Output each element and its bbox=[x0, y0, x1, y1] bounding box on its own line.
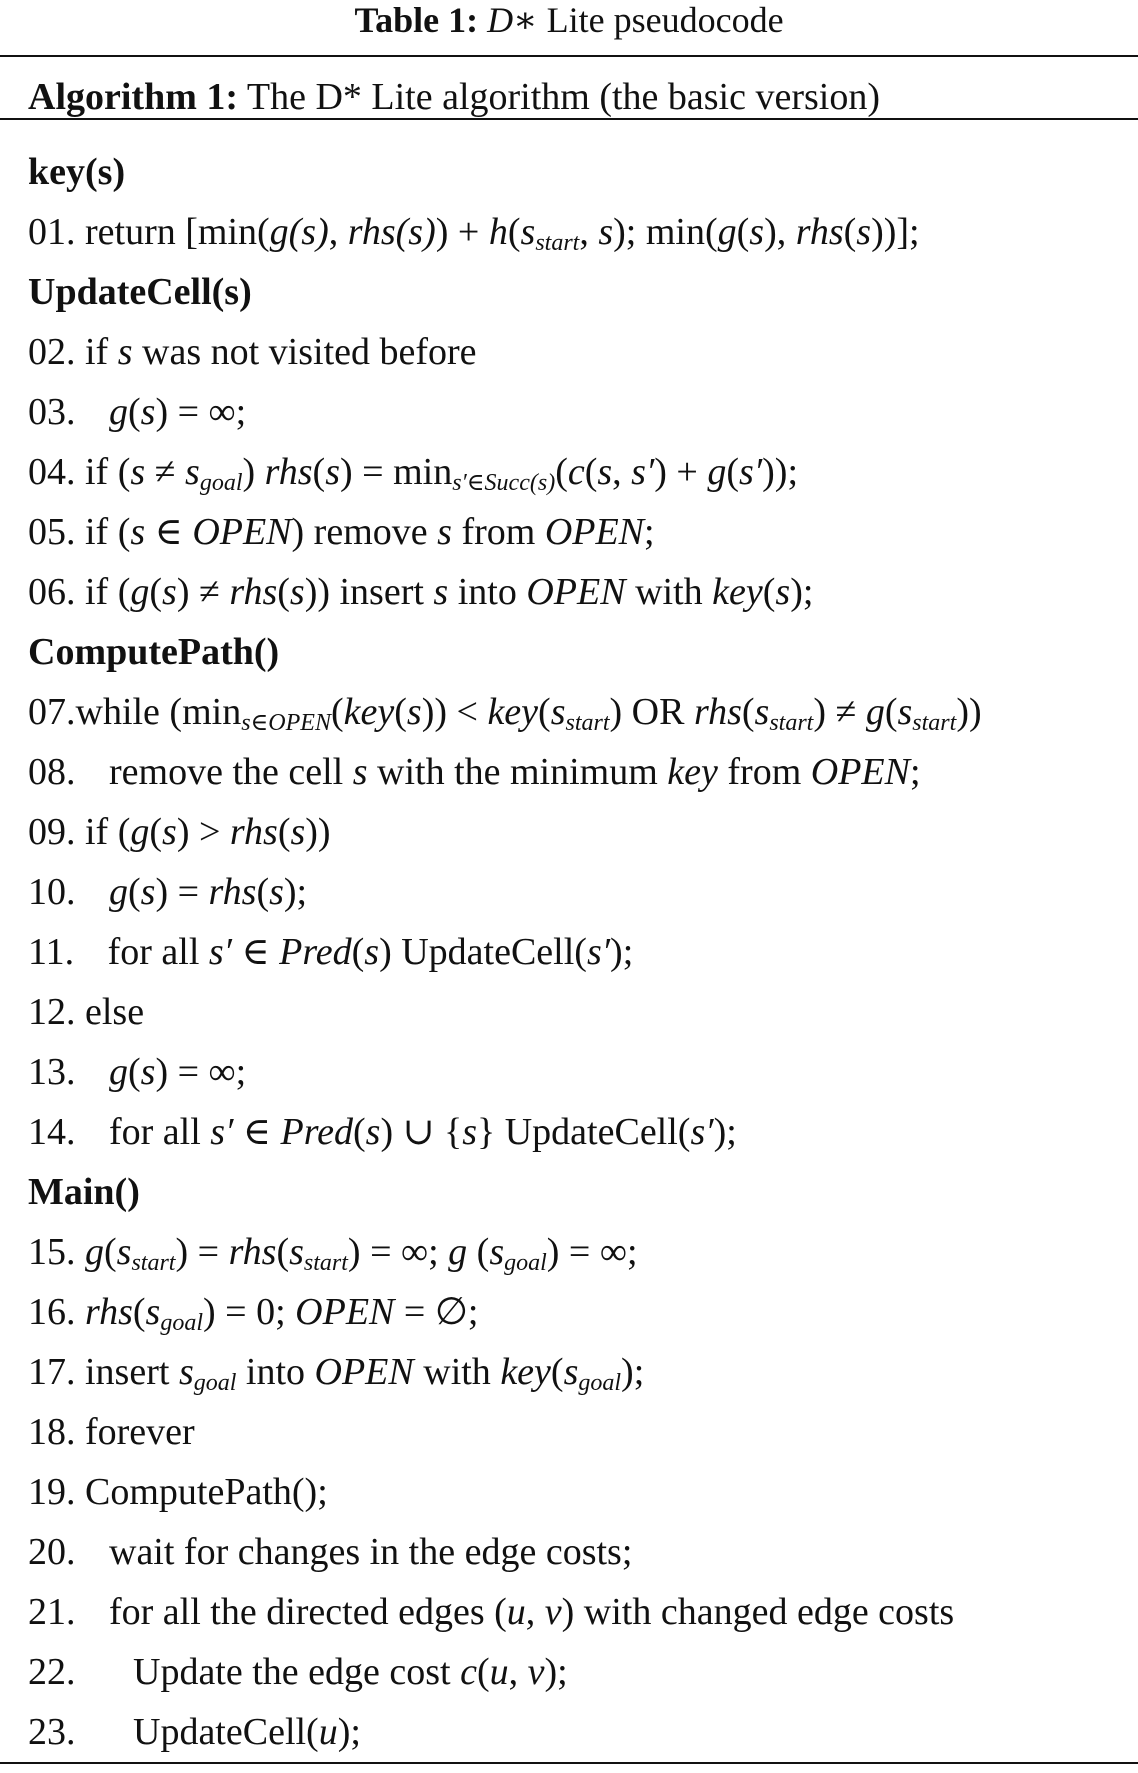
code-line bbox=[28, 862, 1128, 922]
line-text: g(s) = ∞; bbox=[109, 391, 247, 433]
code-line bbox=[28, 442, 1128, 502]
line-number: 01. bbox=[28, 211, 76, 253]
code-line bbox=[28, 502, 1128, 562]
code-line bbox=[28, 1282, 1128, 1342]
section-main: Main() bbox=[28, 1171, 140, 1213]
code-line bbox=[28, 1702, 1128, 1762]
line-text: g(s) = rhs(s); bbox=[109, 871, 308, 913]
line-text: remove the cell s with the minimum key from OPEN; bbox=[109, 751, 921, 793]
table-caption-label: Table 1: bbox=[354, 0, 479, 40]
line-number: 19. bbox=[28, 1471, 76, 1513]
code-lines bbox=[28, 142, 1128, 1762]
code-line bbox=[28, 1582, 1128, 1642]
line-number: 04. bbox=[28, 451, 76, 493]
bottom-rule bbox=[0, 1762, 1138, 1764]
line-number: 22. bbox=[28, 1651, 76, 1693]
line-number: 05. bbox=[28, 511, 76, 553]
line-text: if (g(s) ≠ rhs(s)) insert s into OPEN with key(s); bbox=[85, 571, 814, 613]
line-text: ComputePath(); bbox=[85, 1471, 328, 1513]
line-number: 06. bbox=[28, 571, 76, 613]
line-text: return [min(g(s), $rhs(s)) + h(s_{start}$, s); min(g(s), rhs(s))]; bbox=[85, 211, 920, 256]
code-line bbox=[28, 802, 1128, 862]
code-line bbox=[28, 382, 1128, 442]
line-text: UpdateCell(u); bbox=[133, 1711, 361, 1753]
line-text: for all s′ ∈ Pred(s) UpdateCell(s′); bbox=[107, 931, 634, 973]
line-number: 12. bbox=[28, 991, 76, 1033]
line-number: 20. bbox=[28, 1531, 76, 1573]
line-text: if (s ∈ OPEN) remove s from OPEN; bbox=[85, 511, 655, 553]
line-text: if (g(s) > rhs(s)) bbox=[85, 811, 331, 853]
table-caption-star: ∗ bbox=[513, 0, 538, 40]
table-caption-rest: Lite pseudocode bbox=[546, 0, 784, 40]
table-caption-d: D bbox=[487, 0, 514, 40]
code-line bbox=[28, 562, 1128, 622]
section-key: key(s) bbox=[28, 151, 126, 193]
algorithm-label: Algorithm 1: bbox=[28, 76, 239, 118]
line-number: 13. bbox=[28, 1051, 76, 1093]
line-number: 15. bbox=[28, 1231, 76, 1273]
code-line bbox=[28, 982, 1128, 1042]
line-text: g(s) = ∞; bbox=[109, 1051, 247, 1093]
table-caption bbox=[0, 0, 1138, 40]
line-text: insert $s_{goal}$ into OPEN with $key(s_{goal})$; bbox=[85, 1351, 645, 1396]
line-text: for all the directed edges (u, v) with changed edge costs bbox=[109, 1591, 955, 1633]
line-text: Update the edge cost c(u, v); bbox=[133, 1651, 568, 1693]
section-update-cell: UpdateCell(s) bbox=[28, 271, 252, 313]
line-text: else bbox=[85, 991, 145, 1033]
line-text: $rhs(s_{goal}) = 0$; OPEN = ∅; bbox=[85, 1291, 479, 1336]
line-number: 23. bbox=[28, 1711, 76, 1753]
line-number: 09. bbox=[28, 811, 76, 853]
top-rule bbox=[0, 55, 1138, 57]
line-number: 17. bbox=[28, 1351, 76, 1393]
code-line bbox=[28, 202, 1128, 262]
code-line bbox=[28, 1342, 1128, 1402]
header-rule bbox=[0, 118, 1138, 120]
line-text: if $(s \ne s_{goal})$ $rhs(s) = \min_{s'\in Succ(s)}(c(s$, s′) + g(s′)); bbox=[85, 451, 799, 496]
line-text: if s was not visited before bbox=[85, 331, 477, 373]
line-text: for all s′ ∈ Pred(s) ∪ {s} UpdateCell(s′); bbox=[109, 1111, 737, 1153]
line-text: forever bbox=[85, 1411, 195, 1453]
code-line bbox=[28, 922, 1128, 982]
code-line bbox=[28, 1102, 1128, 1162]
code-line bbox=[28, 322, 1128, 382]
line-number: 18. bbox=[28, 1411, 76, 1453]
algorithm-header bbox=[28, 74, 880, 120]
code-line bbox=[28, 682, 1128, 742]
line-number: 16. bbox=[28, 1291, 76, 1333]
code-line bbox=[28, 742, 1128, 802]
line-text: while ($\min_{s\in OPEN}(key(s)) < key(s_{start})$ OR $rhs(s_{start}) \ne g(s_{start})$) bbox=[75, 691, 982, 736]
line-number: 07. bbox=[28, 691, 76, 733]
code-line bbox=[28, 1462, 1128, 1522]
section-compute-path: ComputePath() bbox=[28, 631, 280, 673]
line-number: 10. bbox=[28, 871, 76, 913]
code-line bbox=[28, 1042, 1128, 1102]
line-number: 02. bbox=[28, 331, 76, 373]
line-number: 11. bbox=[28, 931, 75, 973]
line-number: 03. bbox=[28, 391, 76, 433]
code-line bbox=[28, 1222, 1128, 1282]
algorithm-title: The D* Lite algorithm (the basic version) bbox=[246, 76, 881, 118]
code-line bbox=[28, 1642, 1128, 1702]
code-line bbox=[28, 1402, 1128, 1462]
line-number: 08. bbox=[28, 751, 76, 793]
line-number: 14. bbox=[28, 1111, 76, 1153]
line-text: $g(s_{start}) = rhs(s_{start})$ = ∞; g $(s_{goal})$ = ∞; bbox=[85, 1231, 638, 1276]
line-number: 21. bbox=[28, 1591, 76, 1633]
line-text: wait for changes in the edge costs; bbox=[109, 1531, 633, 1573]
code-line bbox=[28, 1522, 1128, 1582]
